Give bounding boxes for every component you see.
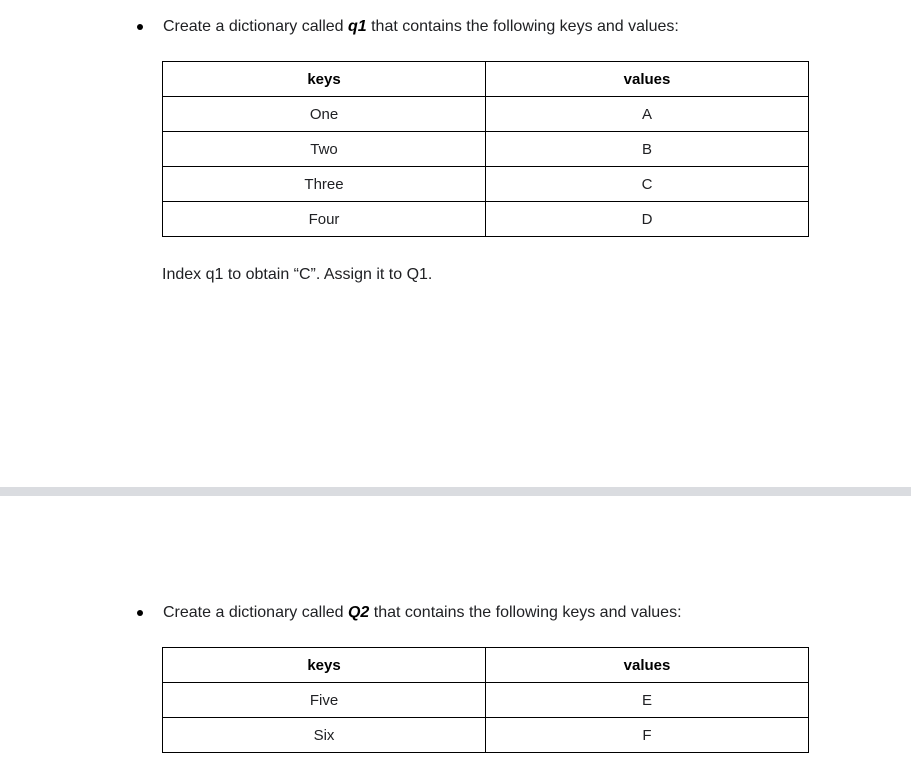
table-row xyxy=(163,718,809,753)
page-break xyxy=(0,487,911,496)
table-row xyxy=(163,683,809,718)
q1-instruction-prefix: Create a dictionary called xyxy=(163,18,348,35)
table-row xyxy=(163,167,809,202)
key-cell: One xyxy=(163,97,486,132)
value-cell: D xyxy=(486,202,809,237)
table-header-row xyxy=(163,648,809,683)
values-header: values xyxy=(486,648,809,683)
key-cell: Four xyxy=(163,202,486,237)
key-cell: Two xyxy=(163,132,486,167)
table-row xyxy=(163,132,809,167)
value-cell: B xyxy=(486,132,809,167)
keys-header: keys xyxy=(163,648,486,683)
document-page-2 xyxy=(0,496,911,767)
values-header: values xyxy=(486,62,809,97)
value-cell: F xyxy=(486,718,809,753)
q1-instruction-suffix: that contains the following keys and values: xyxy=(366,18,679,35)
value-cell: C xyxy=(486,167,809,202)
q1-instruction xyxy=(163,17,679,37)
q2-instruction-suffix: that contains the following keys and values: xyxy=(369,604,682,621)
q2-instruction-prefix: Create a dictionary called xyxy=(163,604,348,621)
bullet-icon xyxy=(137,24,143,30)
bullet-icon xyxy=(137,610,143,616)
q1-table xyxy=(162,61,809,237)
keys-header: keys xyxy=(163,62,486,97)
value-cell: A xyxy=(486,97,809,132)
key-cell: Three xyxy=(163,167,486,202)
key-cell: Six xyxy=(163,718,486,753)
table-header-row xyxy=(163,62,809,97)
table-row xyxy=(163,97,809,132)
table-row xyxy=(163,202,809,237)
key-cell: Five xyxy=(163,683,486,718)
q1-variable-name: q1 xyxy=(347,18,367,35)
q2-variable-name: Q2 xyxy=(347,604,370,621)
value-cell: E xyxy=(486,683,809,718)
q2-table xyxy=(162,647,809,753)
q1-task-text: Index q1 to obtain “C”. Assign it to Q1. xyxy=(162,266,433,283)
q2-instruction xyxy=(163,603,682,623)
